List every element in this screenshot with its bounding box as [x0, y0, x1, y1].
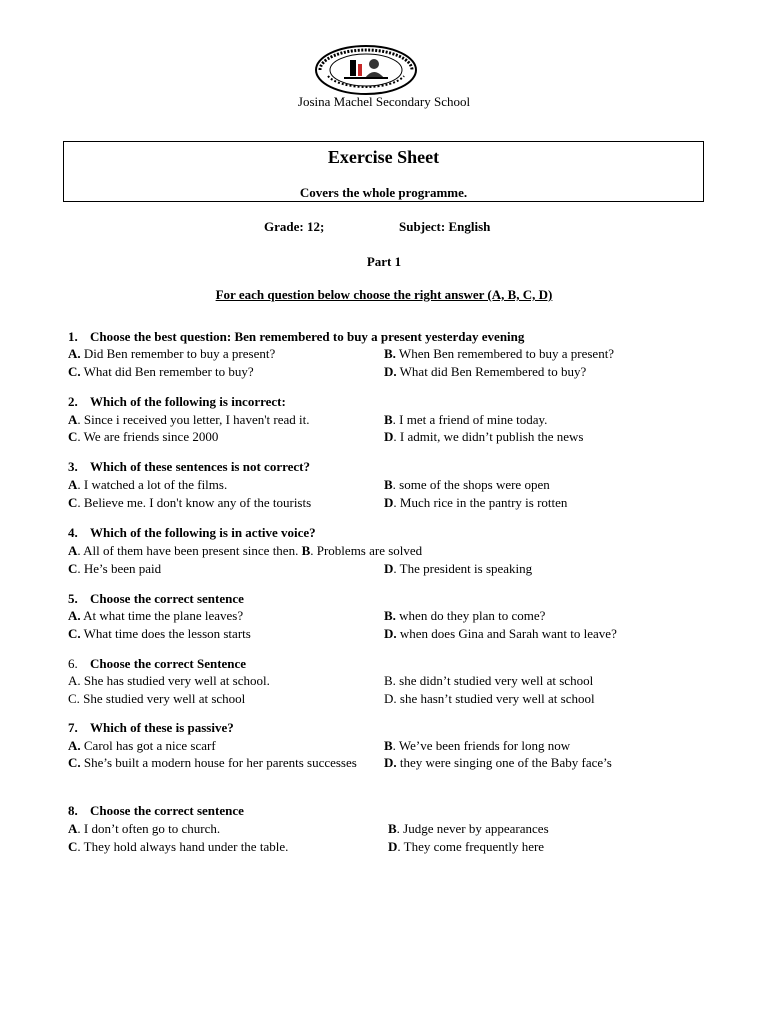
question-number: 2.: [68, 394, 78, 409]
option-text: . I admit, we didn’t publish the news: [393, 429, 584, 444]
question-text: Which of these sentences is not correct?: [90, 459, 310, 474]
option-3d: [384, 494, 567, 512]
question-text: Which of these is passive?: [90, 720, 234, 735]
option-text: . The president is speaking: [393, 561, 533, 576]
option-text: A. She has studied very well at school.: [68, 673, 270, 688]
option-text: B. she didn’t studied very well at school: [384, 673, 594, 688]
question-number: 5.: [68, 591, 78, 606]
question-1: [68, 328, 524, 346]
option-text: . They hold always hand under the table.: [77, 839, 289, 854]
sheet-subtitle: Covers the whole programme.: [299, 185, 468, 200]
option-7c: [68, 754, 358, 772]
option-6a: [68, 672, 270, 690]
option-1a: [68, 345, 275, 363]
option-letter: C: [68, 495, 78, 510]
option-text: She’s built a modern house for her parents successes: [80, 755, 357, 770]
option-letter: D: [384, 495, 394, 510]
option-text: . some of the shops were open: [392, 477, 550, 492]
option-text: What time does the lesson starts: [80, 626, 251, 641]
option-4c: [68, 560, 161, 578]
option-text: Did Ben remember to buy a present?: [80, 346, 276, 361]
question-number: 6.: [68, 656, 78, 671]
option-2a: [68, 411, 310, 429]
option-text: . Problems are solved: [310, 543, 423, 558]
option-text: . We’ve been friends for long now: [392, 738, 571, 753]
option-text: . Much rice in the pantry is rotten: [393, 495, 568, 510]
option-8b: [388, 820, 549, 838]
school-name: Josina Machel Secondary School: [297, 94, 471, 109]
question-text: Choose the correct Sentence: [90, 656, 247, 671]
option-letter: D.: [384, 364, 397, 379]
grade-label: Grade: 12;: [264, 219, 325, 234]
option-1b: [384, 345, 614, 363]
option-letter: B: [388, 821, 397, 836]
option-6d: [384, 690, 595, 708]
option-letter: C.: [68, 755, 81, 770]
option-text: C. She studied very well at school: [68, 691, 246, 706]
question-7: [68, 719, 234, 737]
option-8c: [68, 838, 288, 856]
option-text: they were singing one of the Baby face’s: [396, 755, 612, 770]
sheet-title: Exercise Sheet: [327, 147, 440, 167]
option-8a: [68, 820, 220, 838]
question-text: Which of the following is incorrect:: [90, 394, 286, 409]
option-4d: [384, 560, 532, 578]
question-text: Choose the correct sentence: [90, 591, 244, 606]
instruction-text: For each question below choose the right answer (A, B, C, D): [215, 287, 553, 302]
question-number: 3.: [68, 459, 78, 474]
option-letter: A: [68, 543, 78, 558]
option-letter: D: [384, 429, 394, 444]
option-text: when does Gina and Sarah want to leave?: [396, 626, 617, 641]
option-text: . Judge never by appearances: [396, 821, 549, 836]
option-2b: [384, 411, 547, 429]
option-letter: A.: [68, 738, 81, 753]
option-7a: [68, 737, 216, 755]
option-letter: A.: [68, 608, 81, 623]
option-6b: [384, 672, 593, 690]
school-seal-logo: [314, 44, 418, 96]
part-heading: Part 1: [366, 254, 402, 269]
option-1d: [384, 363, 586, 381]
option-1c: [68, 363, 254, 381]
option-letter: A.: [68, 346, 81, 361]
option-letter: B: [384, 477, 393, 492]
subject-label: Subject: English: [399, 219, 491, 234]
option-5a: [68, 607, 243, 625]
option-letter: C: [68, 561, 78, 576]
option-letter: C.: [68, 626, 81, 641]
option-letter: B: [301, 543, 311, 558]
option-text: What did Ben remember to buy?: [80, 364, 254, 379]
question-number: 4.: [68, 525, 78, 540]
option-2d: [384, 428, 583, 446]
option-letter: B: [384, 412, 393, 427]
option-letter: D.: [384, 755, 397, 770]
option-5c: [68, 625, 251, 643]
option-text: when do they plan to come?: [395, 608, 546, 623]
option-5b: [384, 607, 545, 625]
option-letter: C: [68, 839, 78, 854]
option-7b: [384, 737, 570, 755]
question-2: [68, 393, 286, 411]
question-3: [68, 458, 310, 476]
option-letter: B.: [384, 608, 396, 623]
option-letter: D: [388, 839, 398, 854]
option-2c: [68, 428, 218, 446]
question-4: [68, 524, 316, 542]
option-letter: D: [384, 561, 394, 576]
question-5: [68, 590, 244, 608]
option-7d: [384, 754, 612, 772]
option-letter: B: [384, 738, 393, 753]
option-letter: C.: [68, 364, 81, 379]
option-text: Carol has got a nice scarf: [80, 738, 216, 753]
question-number: 7.: [68, 720, 78, 735]
option-6c: [68, 690, 245, 708]
option-text: . We are friends since 2000: [77, 429, 219, 444]
question-text: Choose the correct sentence: [90, 803, 244, 818]
option-text: . They come frequently here: [397, 839, 545, 854]
option-text: D. she hasn’t studied very well at school: [384, 691, 595, 706]
option-letter: A: [68, 412, 78, 427]
question-6: [68, 655, 246, 673]
option-text: . I don’t often go to church.: [77, 821, 221, 836]
option-text: . Since i received you letter, I haven't read it.: [77, 412, 310, 427]
question-text: Which of the following is in active voice?: [90, 525, 316, 540]
question-text: Choose the best question: Ben remembered to buy a present yesterday evening: [90, 329, 525, 344]
option-text: At what time the plane leaves?: [80, 608, 244, 623]
option-letter: D.: [384, 626, 397, 641]
option-letter: C: [68, 429, 78, 444]
option-8d: [388, 838, 544, 856]
option-text: What did Ben Remembered to buy?: [396, 364, 587, 379]
title-box: [63, 141, 704, 202]
option-text: . I met a friend of mine today.: [392, 412, 548, 427]
option-text: . All of them have been present since then.: [77, 543, 299, 558]
option-text: . Believe me. I don't know any of the tourists: [77, 495, 312, 510]
option-text: When Ben remembered to buy a present?: [395, 346, 615, 361]
option-4a-4b: [68, 542, 422, 560]
option-5d: [384, 625, 617, 643]
option-text: . He’s been paid: [77, 561, 162, 576]
question-8: [68, 802, 244, 820]
option-3c: [68, 494, 311, 512]
option-3a: [68, 476, 227, 494]
question-number: 8.: [68, 803, 78, 818]
option-text: . I watched a lot of the films.: [77, 477, 228, 492]
question-number: 1.: [68, 329, 78, 344]
option-letter: B.: [384, 346, 396, 361]
option-letter: A: [68, 821, 78, 836]
option-letter: A: [68, 477, 78, 492]
option-3b: [384, 476, 550, 494]
